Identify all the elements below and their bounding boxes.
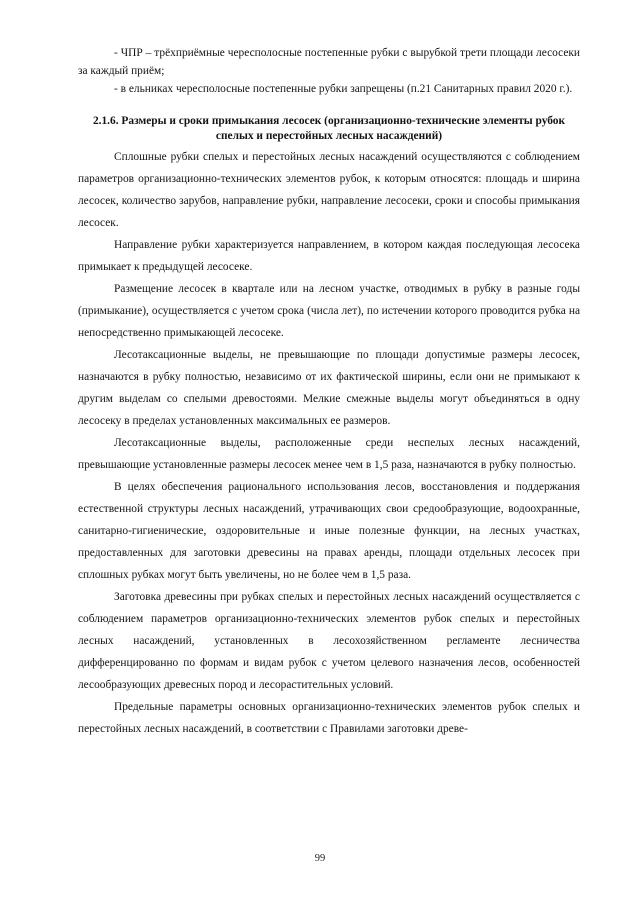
paragraph: Сплошные рубки спелых и перестойных лесных насаждений осуществляются с соблюдением параметров организационно-технических элементов рубок, к которым относятся: площадь и ширина лесосек, количество зарубов, направление рубки, направление лесосеки, сроки и способы примыкания лесосек. [78, 151, 580, 229]
paragraph: Направление рубки характеризуется направлением, в котором каждая последующая лесосека примыкает к предыдущей лесосеке. [78, 239, 580, 273]
page-number: 99 [314, 853, 326, 864]
paragraph: Лесотаксационные выделы, не превышающие по площади допустимые размеры лесосек, назначаются в рубку полностью, независимо от их фактической ширины, если они не примыкают к другим выделам со спелыми древостоями. Мелкие смежные выделы могут объединяться в одну лесосеку в пределах установленных максимальных ее размеров. [78, 349, 580, 427]
paragraph: В целях обеспечения рационального использования лесов, восстановления и поддержания естественной структуры лесных насаждений, утрачивающих свои средообразующие, водоохранные, санитарно-гигиенические, оздоровительные и иные полезные функции, на лесных участках, предоставленных для заготовки древесины на правах аренды, площади отдельных лесосек при сплошных рубках могут быть увеличены, но не более чем в 1,5 раза. [78, 481, 580, 581]
section-heading: 2.1.6. Размеры и сроки примыкания лесосек (организационно-технические элементы рубок спелых и перестойных лесных насаждений) [92, 115, 566, 142]
list-item-spruce: - в ельниках чересполосные постепенные рубки запрещены (п.21 Санитарных правил 2020 г.). [114, 83, 573, 95]
paragraph: Лесотаксационные выделы, расположенные среди неспелых лесных насаждений, превышающие установленные размеры лесосек менее чем в 1,5 раза, назначаются в рубку полностью. [78, 437, 580, 471]
paragraph: Размещение лесосек в квартале или на лесном участке, отводимых в рубку в разные годы (примыкание), осуществляется с учетом срока (числа лет), по истечении которого проводится рубка на непосредственно примыкающей лесосеке. [78, 283, 580, 339]
list-item-chpr: - ЧПР – трёхприёмные чересполосные постепенные рубки с вырубкой трети площади лесосеки за каждый приём; [78, 47, 580, 77]
paragraph: Предельные параметры основных организационно-технических элементов рубок спелых и перестойных лесных насаждений, в соответствии с Правилами заготовки древе- [78, 701, 580, 735]
paragraph: Заготовка древесины при рубках спелых и перестойных лесных насаждений осуществляется с соблюдением параметров организационно-технических элементов рубок спелых и перестойных лесных насаждений, установленных в лесохозяйственном регламенте лесничества дифференцированно по формам и видам рубок с учетом целевого назначения лесов, особенностей лесообразующих древесных пород и лесорастительных условий. [78, 591, 580, 691]
document-page [78, 44, 580, 740]
